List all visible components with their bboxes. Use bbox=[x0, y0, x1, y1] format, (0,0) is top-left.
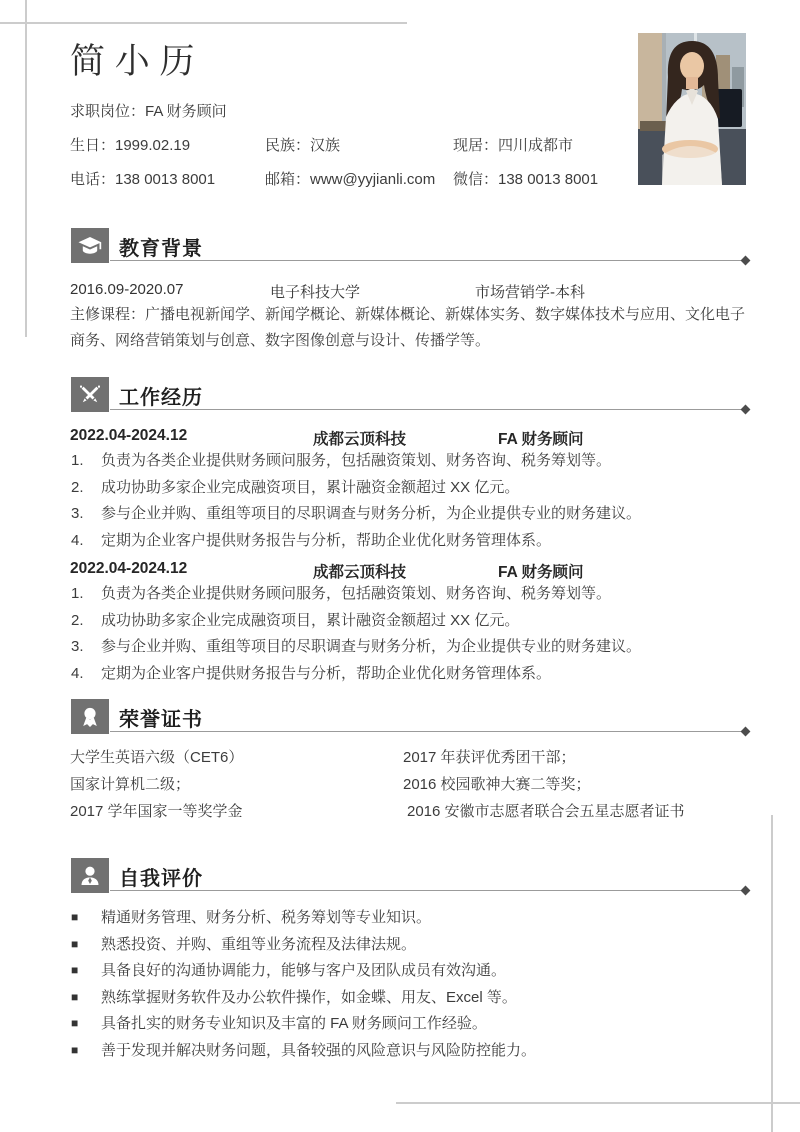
self-eval-text: 熟悉投资、并购、重组等业务流程及法律法规。 bbox=[101, 935, 417, 953]
profile-photo bbox=[638, 33, 746, 185]
job-period: 2022.04-2024.12 bbox=[70, 427, 188, 444]
job-role: FA 财务顾问 bbox=[498, 564, 584, 581]
duty-text: 参与企业并购、重组等项目的尽职调查与财务分析，为企业提供专业的财务建议。 bbox=[101, 505, 642, 522]
square-bullet-icon: ■ bbox=[71, 1042, 79, 1057]
job-target: 求职岗位：FA 财务顾问 bbox=[70, 103, 227, 120]
duty-text: 参与企业并购、重组等项目的尽职调查与财务分析，为企业提供专业的财务建议。 bbox=[101, 638, 642, 655]
square-bullet-icon: ■ bbox=[71, 936, 79, 951]
ethnicity-field: 民族：汉族 bbox=[265, 137, 341, 154]
honor-item: 2016 安徽市志愿者联合会五星志愿者证书 bbox=[407, 803, 685, 820]
education-courses: 主修课程：广播电视新闻学、新闻学概论、新媒体概论、新媒体实务、数字媒体技术与应用、文化电子商务、网络营销策划与创意、数字图像创意与设计、传播学等。 bbox=[70, 306, 746, 349]
square-bullet-icon: ■ bbox=[71, 1016, 79, 1030]
residence-field: 现居：四川成都市 bbox=[453, 137, 574, 154]
self-eval-text: 精通财务管理、财务分析、税务筹划等专业知识。 bbox=[101, 909, 432, 926]
section-title: 荣誉证书 bbox=[119, 709, 203, 731]
diamond-icon bbox=[741, 405, 751, 415]
contact-info-row bbox=[70, 168, 630, 186]
frame-line-vertical-bottom bbox=[771, 815, 773, 1132]
job-company: 成都云顶科技 bbox=[313, 431, 407, 448]
self-eval-item bbox=[70, 961, 752, 981]
self-eval-item bbox=[70, 935, 752, 955]
job-period: 2022.04-2024.12 bbox=[70, 560, 188, 577]
duty-number: 1. bbox=[71, 585, 84, 602]
honor-item: 2016 校园歌神大赛二等奖； bbox=[403, 776, 591, 793]
crossed-pencils-icon bbox=[71, 377, 109, 412]
section-header-work bbox=[70, 377, 747, 418]
self-eval-text: 熟练掌握财务软件及办公软件操作，如金蝶、用友、Excel 等。 bbox=[101, 988, 517, 1006]
duty-number: 4. bbox=[71, 531, 84, 549]
section-title: 教育背景 bbox=[119, 238, 203, 260]
candidate-name: 简 小 历 bbox=[70, 42, 195, 81]
person-icon bbox=[71, 858, 109, 893]
frame-line-vertical-top bbox=[25, 0, 27, 337]
profile-photo-illustration bbox=[638, 33, 746, 185]
section-title: 工作经历 bbox=[119, 387, 203, 409]
section-header-honors bbox=[70, 699, 747, 740]
honor-item: 2017 年获评优秀团干部； bbox=[403, 749, 576, 766]
duty-number: 4. bbox=[71, 664, 84, 682]
medal-icon bbox=[71, 699, 109, 734]
square-bullet-icon: ■ bbox=[71, 910, 79, 924]
self-eval-item bbox=[70, 1014, 752, 1034]
section-header-education bbox=[70, 228, 747, 269]
job-company: 成都云顶科技 bbox=[313, 564, 407, 581]
diamond-icon bbox=[741, 886, 751, 896]
duty-item bbox=[70, 664, 752, 684]
self-eval-item bbox=[70, 1041, 752, 1061]
duty-text: 成功协助多家企业完成融资项目，累计融资金额超过 XX 亿元。 bbox=[101, 611, 520, 629]
honor-row bbox=[70, 746, 750, 764]
education-period: 2016.09-2020.07 bbox=[70, 281, 184, 298]
duty-number: 3. bbox=[71, 505, 84, 522]
self-eval-text: 具备良好的沟通协调能力，能够与客户及团队成员有效沟通。 bbox=[101, 962, 507, 979]
email-field: 邮箱：www@yyjianli.com bbox=[265, 171, 436, 188]
duty-text: 成功协助多家企业完成融资项目，累计融资金额超过 XX 亿元。 bbox=[101, 478, 520, 496]
wechat-field: 微信：138 0013 8001 bbox=[453, 171, 599, 188]
duty-number: 2. bbox=[71, 478, 84, 496]
section-header-self-eval bbox=[70, 858, 747, 899]
duty-number: 1. bbox=[71, 452, 84, 469]
frame-line-horizontal-top bbox=[0, 22, 407, 24]
graduation-cap-icon bbox=[71, 228, 109, 263]
duty-text: 定期为企业客户提供财务报告与分析，帮助企业优化财务管理体系。 bbox=[101, 664, 552, 682]
job-duties-list bbox=[70, 451, 752, 557]
honor-item: 大学生英语六级（CET6） bbox=[70, 749, 244, 766]
contact-info-row bbox=[70, 134, 630, 152]
section-rule bbox=[110, 409, 746, 410]
duty-item bbox=[70, 504, 752, 524]
diamond-icon bbox=[741, 727, 751, 737]
frame-line-horizontal-bottom bbox=[396, 1102, 800, 1104]
section-title: 自我评价 bbox=[119, 868, 203, 890]
duty-item bbox=[70, 531, 752, 551]
education-entry bbox=[70, 281, 746, 299]
self-eval-item bbox=[70, 908, 752, 928]
self-eval-text: 善于发现并解决财务问题，具备较强的风险意识与风险防控能力。 bbox=[101, 1041, 537, 1059]
honor-item: 国家计算机二级； bbox=[70, 776, 191, 793]
honor-row bbox=[70, 800, 750, 818]
duty-text: 负责为各类企业提供财务顾问服务，包括融资策划、财务咨询、税务筹划等。 bbox=[101, 452, 612, 469]
self-eval-list bbox=[70, 908, 752, 1067]
duty-item bbox=[70, 478, 752, 498]
section-rule bbox=[110, 731, 746, 732]
self-eval-text: 具备扎实的财务专业知识及丰富的 FA 财务顾问工作经验。 bbox=[101, 1015, 487, 1032]
honor-item: 2017 学年国家一等奖学金 bbox=[70, 803, 243, 820]
education-major: 市场营销学-本科 bbox=[475, 284, 585, 301]
duty-number: 3. bbox=[71, 638, 84, 655]
job-role: FA 财务顾问 bbox=[498, 431, 584, 448]
square-bullet-icon: ■ bbox=[71, 963, 79, 977]
self-eval-item bbox=[70, 988, 752, 1008]
phone-field: 电话：138 0013 8001 bbox=[70, 171, 216, 188]
duty-item bbox=[70, 584, 752, 604]
job-header bbox=[70, 560, 746, 581]
birthday-field: 生日：1999.02.19 bbox=[70, 137, 191, 154]
section-rule bbox=[110, 890, 746, 891]
education-school: 电子科技大学 bbox=[270, 284, 361, 301]
diamond-icon bbox=[741, 256, 751, 266]
duty-item bbox=[70, 451, 752, 471]
duty-item bbox=[70, 611, 752, 631]
duty-number: 2. bbox=[71, 611, 84, 629]
duty-item bbox=[70, 637, 752, 657]
honor-row bbox=[70, 773, 750, 791]
duty-text: 负责为各类企业提供财务顾问服务，包括融资策划、财务咨询、税务筹划等。 bbox=[101, 585, 612, 602]
section-rule bbox=[110, 260, 746, 261]
job-header bbox=[70, 427, 746, 448]
job-duties-list bbox=[70, 584, 752, 690]
square-bullet-icon: ■ bbox=[71, 989, 79, 1004]
duty-text: 定期为企业客户提供财务报告与分析，帮助企业优化财务管理体系。 bbox=[101, 531, 552, 549]
